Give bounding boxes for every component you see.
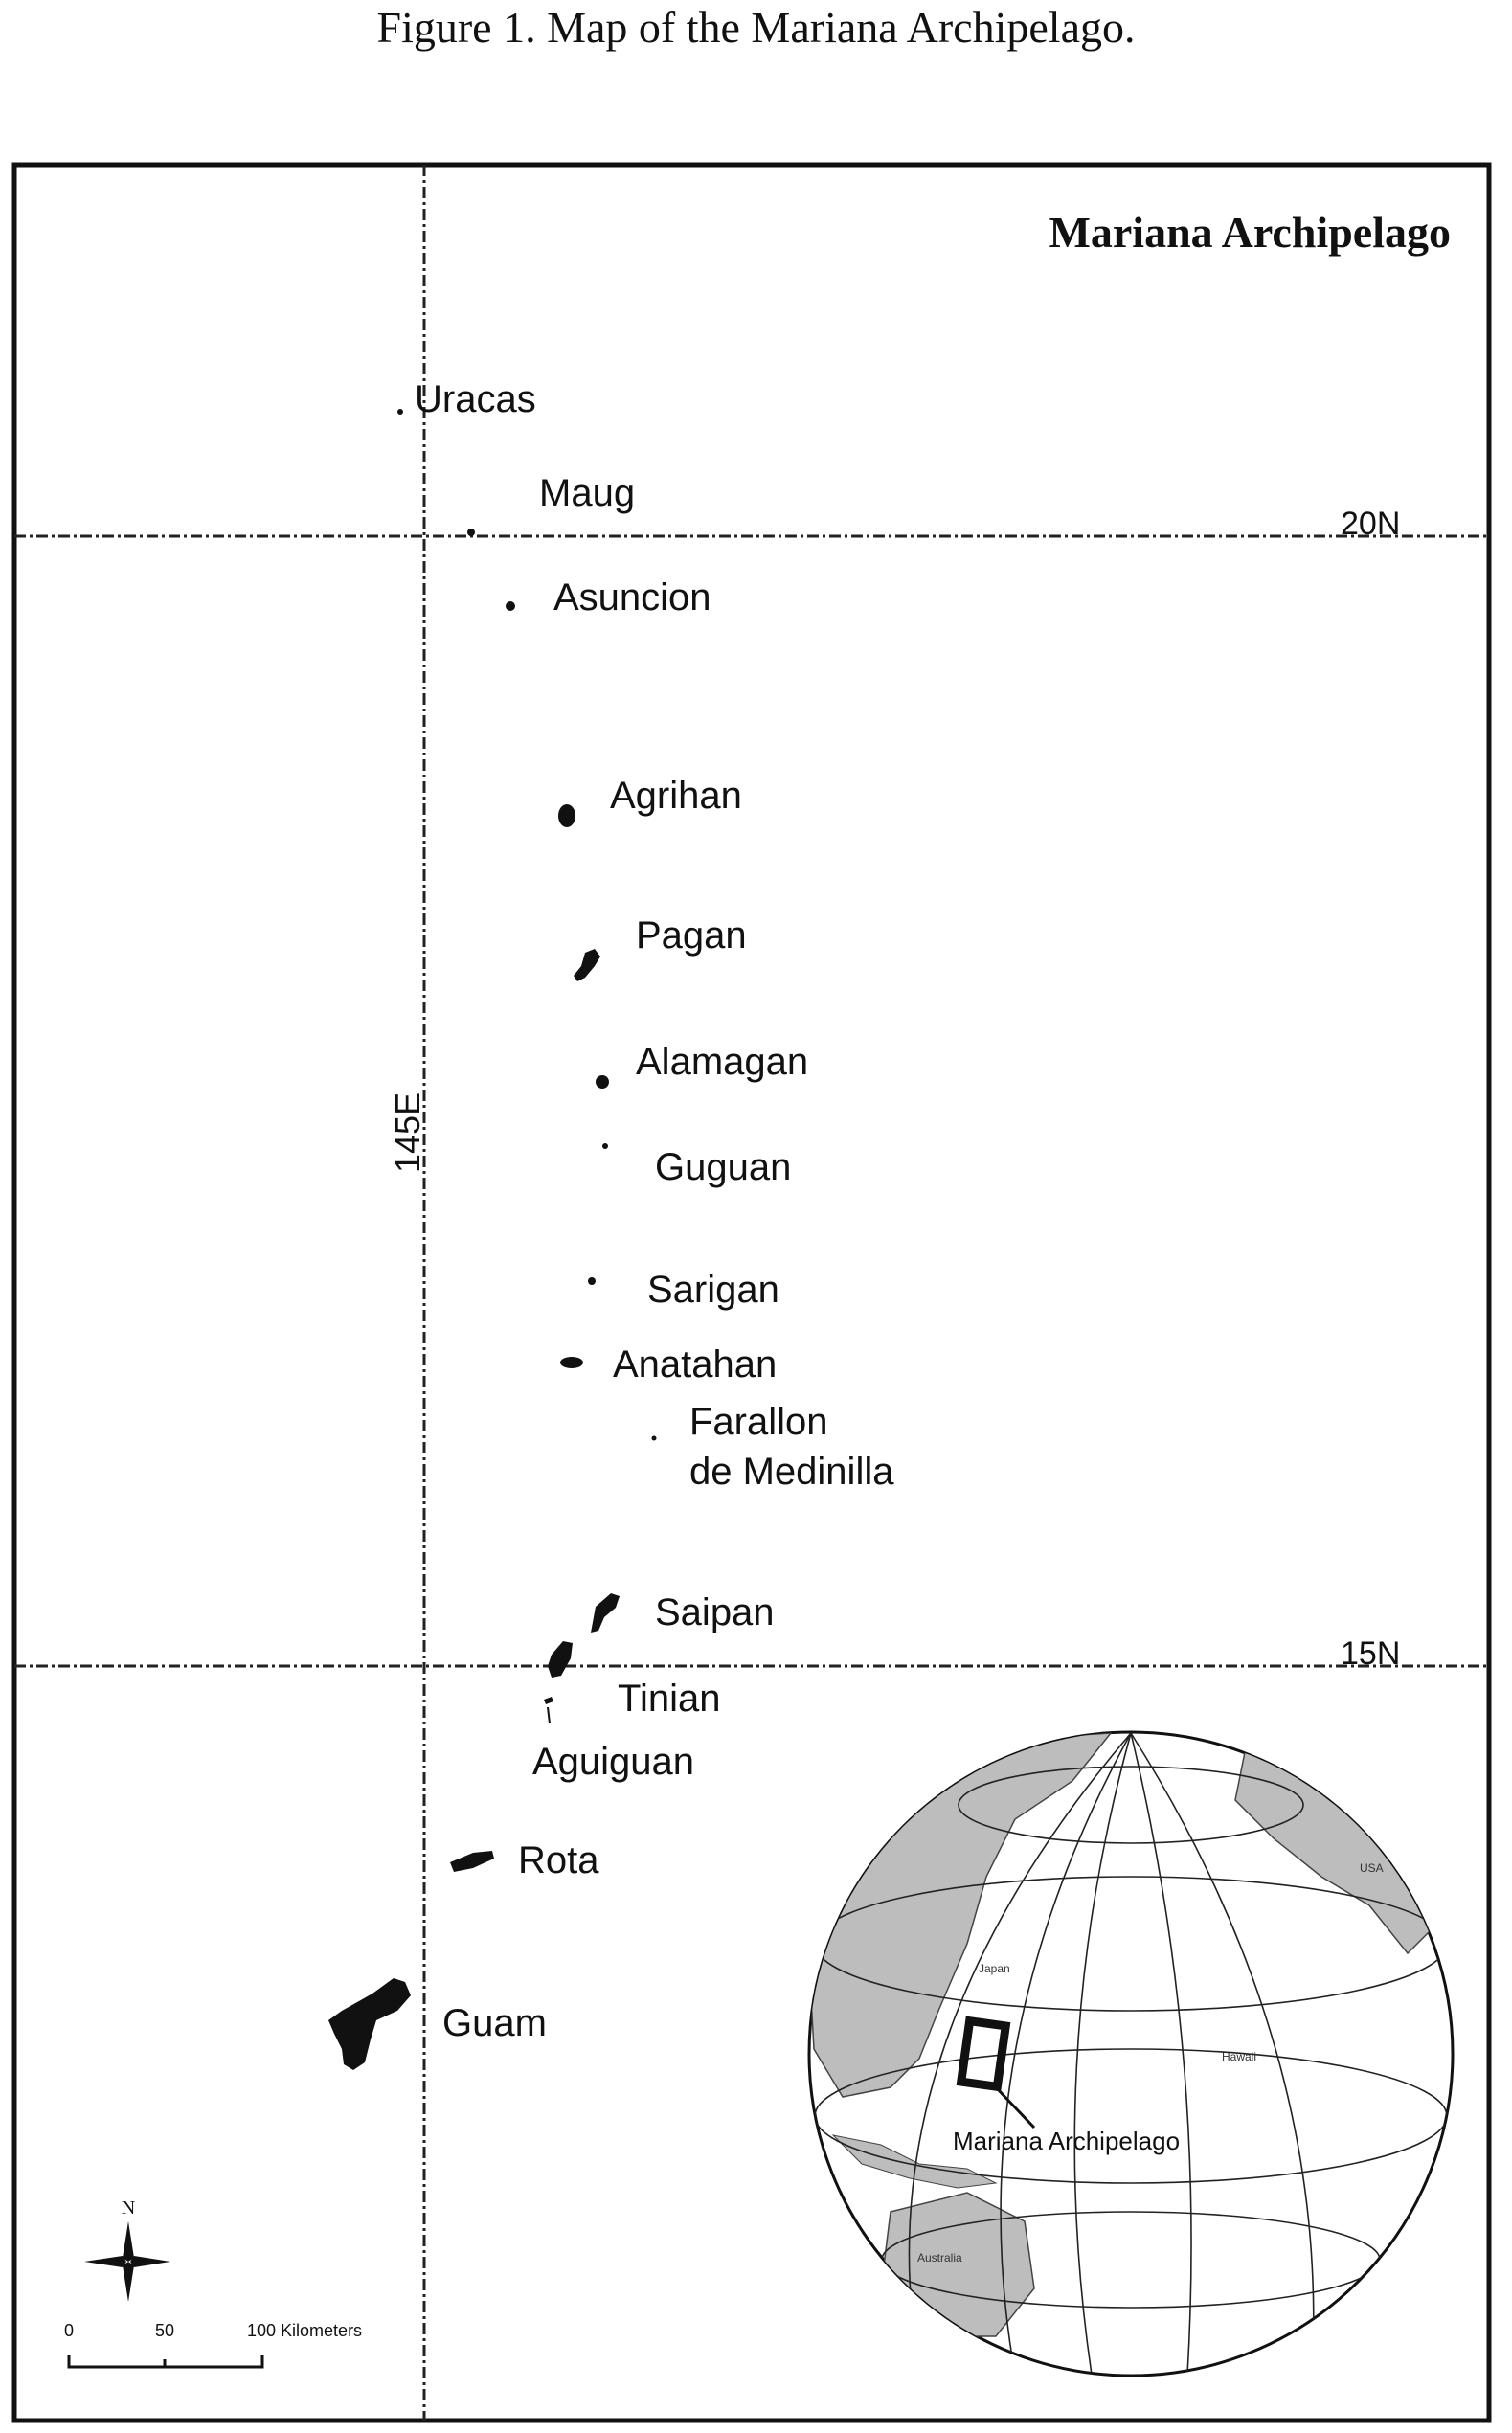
label-farallon-line2: de Medinilla xyxy=(689,1451,894,1493)
inset-label-japan: Japan xyxy=(979,1962,1010,1975)
label-anatahan: Anatahan xyxy=(613,1343,778,1385)
label-uracas: Uracas xyxy=(415,378,536,420)
label-guam: Guam xyxy=(442,2002,547,2044)
island-agrihan xyxy=(558,804,575,827)
island-alamagan xyxy=(596,1075,609,1089)
label-15n: 15N xyxy=(1341,1635,1401,1672)
inset-label-usa: USA xyxy=(1360,1861,1384,1875)
label-guguan: Guguan xyxy=(655,1146,792,1188)
label-sarigan: Sarigan xyxy=(647,1269,779,1311)
island-uracas xyxy=(397,409,403,415)
island-maug xyxy=(467,529,475,536)
label-saipan: Saipan xyxy=(655,1591,775,1633)
island-asuncion xyxy=(506,601,515,611)
scale-tick-50: 50 xyxy=(154,2321,175,2340)
label-rota: Rota xyxy=(518,1839,599,1881)
label-aguiguan: Aguiguan xyxy=(532,1741,695,1783)
scale-tick-0: 0 xyxy=(63,2321,75,2340)
map-title: Mariana Archipelago xyxy=(1049,208,1451,257)
figure-caption: Figure 1. Map of the Mariana Archipelago. xyxy=(376,3,1136,52)
label-145e: 145E xyxy=(388,1092,427,1173)
label-alamagan: Alamagan xyxy=(636,1041,809,1083)
island-sarigan xyxy=(588,1277,596,1285)
inset-label-hawaii: Hawaii xyxy=(1222,2050,1257,2063)
label-20n: 20N xyxy=(1341,506,1401,542)
label-asuncion: Asuncion xyxy=(553,576,711,619)
scale-tick-100: 100 Kilometers xyxy=(247,2321,363,2340)
label-farallon: Farallon xyxy=(689,1401,828,1443)
island-anatahan xyxy=(560,1357,583,1368)
island-farallon xyxy=(652,1436,657,1441)
label-tinian: Tinian xyxy=(618,1678,721,1720)
north-arrow-label: N xyxy=(121,2197,136,2219)
inset-label-australia: Australia xyxy=(917,2251,962,2264)
label-pagan: Pagan xyxy=(636,914,747,957)
inset-callout: Mariana Archipelago xyxy=(953,2127,1181,2155)
label-maug: Maug xyxy=(539,472,636,514)
label-agrihan: Agrihan xyxy=(610,775,742,817)
island-guguan xyxy=(602,1143,608,1149)
inset-globe xyxy=(809,1732,1453,2376)
